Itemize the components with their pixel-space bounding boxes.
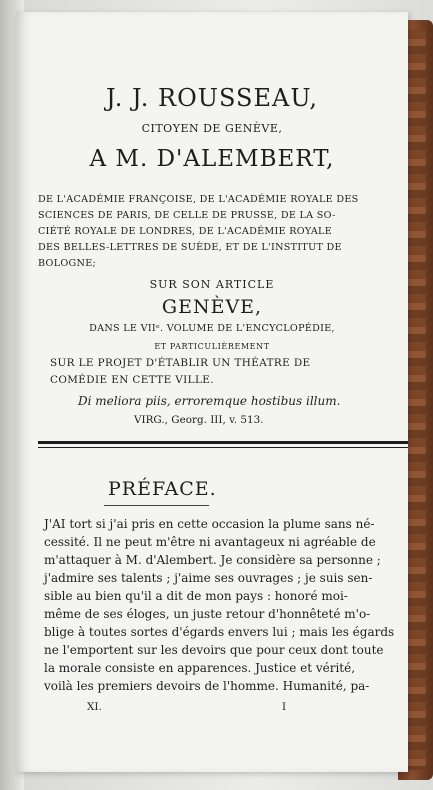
book-page <box>16 12 408 772</box>
volume-line: DANS LE VIIᵉ. VOLUME DE L'ENCYCLOPÉDIE, <box>89 323 335 334</box>
footer-signature-mark: I <box>282 701 287 713</box>
preface-line: j'admire ses talents ; j'aime ses ouvrages ; je suis sen- <box>44 571 373 585</box>
double-rule-thick <box>38 441 408 444</box>
particulierement-line: ET PARTICULIÈREMENT <box>154 342 270 351</box>
academy-line: DES BELLES-LETTRES DE SUÈDE, ET DE L'INSTITUT DE <box>38 242 342 253</box>
preface-heading: PRÉFACE. <box>108 478 217 500</box>
preface-line: même de ses éloges, un juste retour d'honnêteté m'o- <box>44 607 371 621</box>
preface-line: sible au bien qu'il a dit de mon pays : honoré moi- <box>44 589 348 603</box>
preface-line: la morale consiste en apparences. Justice et vérité, <box>44 661 356 675</box>
academy-line: BOLOGNE; <box>38 258 97 269</box>
heading-underline <box>104 505 209 506</box>
title-subtitle: CITOYEN DE GENÈVE, <box>141 122 283 135</box>
double-rule-thin <box>38 447 408 448</box>
preface-line: blige à toutes sortes d'égards envers lui ; mais les égards <box>44 625 395 639</box>
preface-line: cessité. Il ne peut m'être ni avantageux ni agréable de <box>44 535 376 549</box>
epigraph-reference: VIRG., Georg. III, v. 513. <box>134 414 264 426</box>
epigraph: Di meliora piis, erroremque hostibus illum. <box>78 394 341 408</box>
preface-line: m'attaquer à M. d'Alembert. Je considère sa personne ; <box>44 553 381 567</box>
footer-volume-mark: XI. <box>87 701 102 713</box>
preface-line: ne l'emportent sur les devoirs que pour ceux dont toute <box>44 643 384 657</box>
projet-line: COMÉDIE EN CETTE VILLE. <box>50 374 214 386</box>
academy-line: CIÉTÉ ROYALE DE LONDRES, DE L'ACADÉMIE ROYALE <box>38 226 333 237</box>
sur-article-line: SUR SON ARTICLE <box>149 278 275 291</box>
preface-line: J'AI tort si j'ai pris en cette occasion la plume sans né- <box>44 517 375 531</box>
article-name: GENÈVE, <box>161 296 263 318</box>
title-addressee: A M. D'ALEMBERT, <box>89 146 335 172</box>
academy-line: DE L'ACADÉMIE FRANÇOISE, DE L'ACADÉMIE ROYALE DES <box>38 194 359 205</box>
academy-line: SCIENCES DE PARIS, DE CELLE DE PRUSSE, DE LA SO- <box>38 210 336 221</box>
projet-line: SUR LE PROJET D'ÉTABLIR UN THÉATRE DE <box>50 357 311 369</box>
title-author: J. J. ROUSSEAU, <box>106 84 318 112</box>
preface-line: voilà les premiers devoirs de l'homme. Humanité, pa- <box>44 679 370 693</box>
